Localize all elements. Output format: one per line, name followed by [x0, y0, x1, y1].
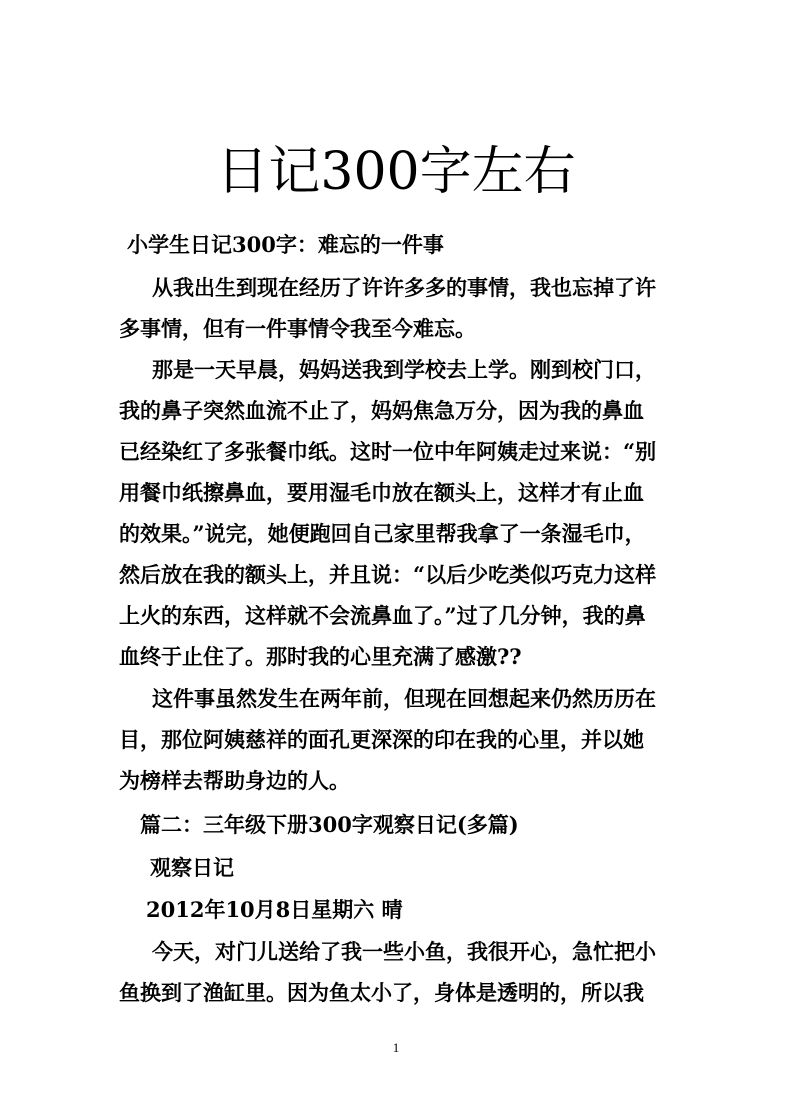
page-number: 1: [392, 1040, 400, 1055]
paragraph-line: 血终于止住了。那时我的心里充满了感激??: [119, 644, 522, 669]
paragraph-line: 鱼换到了渔缸里。因为鱼太小了，身体是透明的，所以我: [119, 980, 644, 1005]
paragraph-line: 从我出生到现在经历了许许多多的事情，我也忘掉了许: [152, 275, 656, 300]
paragraph-line: 的效果。”说完，她便跑回自己家里帮我拿了一条湿毛巾，: [119, 521, 646, 546]
diary-title: 观察日记: [150, 855, 234, 880]
paragraph-line: 已经染红了多张餐巾纸。这时一位中年阿姨走过来说：“别: [119, 439, 657, 464]
paragraph-line: 为榜样去帮助身边的人。: [119, 768, 350, 793]
paragraph-line: 然后放在我的额头上，并且说：“以后少吃类似巧克力这样: [119, 562, 657, 587]
paragraph-line: 这件事虽然发生在两年前，但现在回想起来仍然历历在: [152, 686, 656, 711]
paragraph-line: 目，那位阿姨慈祥的面孔更深深的印在我的心里，并以她: [119, 727, 644, 752]
diary-date: 2012年10月8日星期六 晴: [146, 897, 403, 922]
paragraph-line: 多事情，但有一件事情令我至今难忘。: [119, 316, 476, 341]
section-heading: 篇二：三年级下册300字观察日记(多篇): [140, 812, 519, 837]
paragraph-line: 上火的东西，这样就不会流鼻血了。”过了几分钟，我的鼻: [119, 603, 646, 628]
paragraph-line: 用餐巾纸擦鼻血，要用湿毛巾放在额头上，这样才有止血: [119, 480, 644, 505]
paragraph-line: 今天，对门儿送给了我一些小鱼，我很开心，急忙把小: [152, 939, 656, 964]
subtitle-diary-heading: 小学生日记300字：难忘的一件事: [127, 232, 444, 257]
page-title: 日记300字左右: [216, 142, 576, 202]
paragraph-line: 我的鼻子突然血流不止了，妈妈焦急万分，因为我的鼻血: [119, 398, 644, 423]
paragraph-line: 那是一天早晨，妈妈送我到学校去上学。刚到校门口，: [152, 357, 656, 382]
